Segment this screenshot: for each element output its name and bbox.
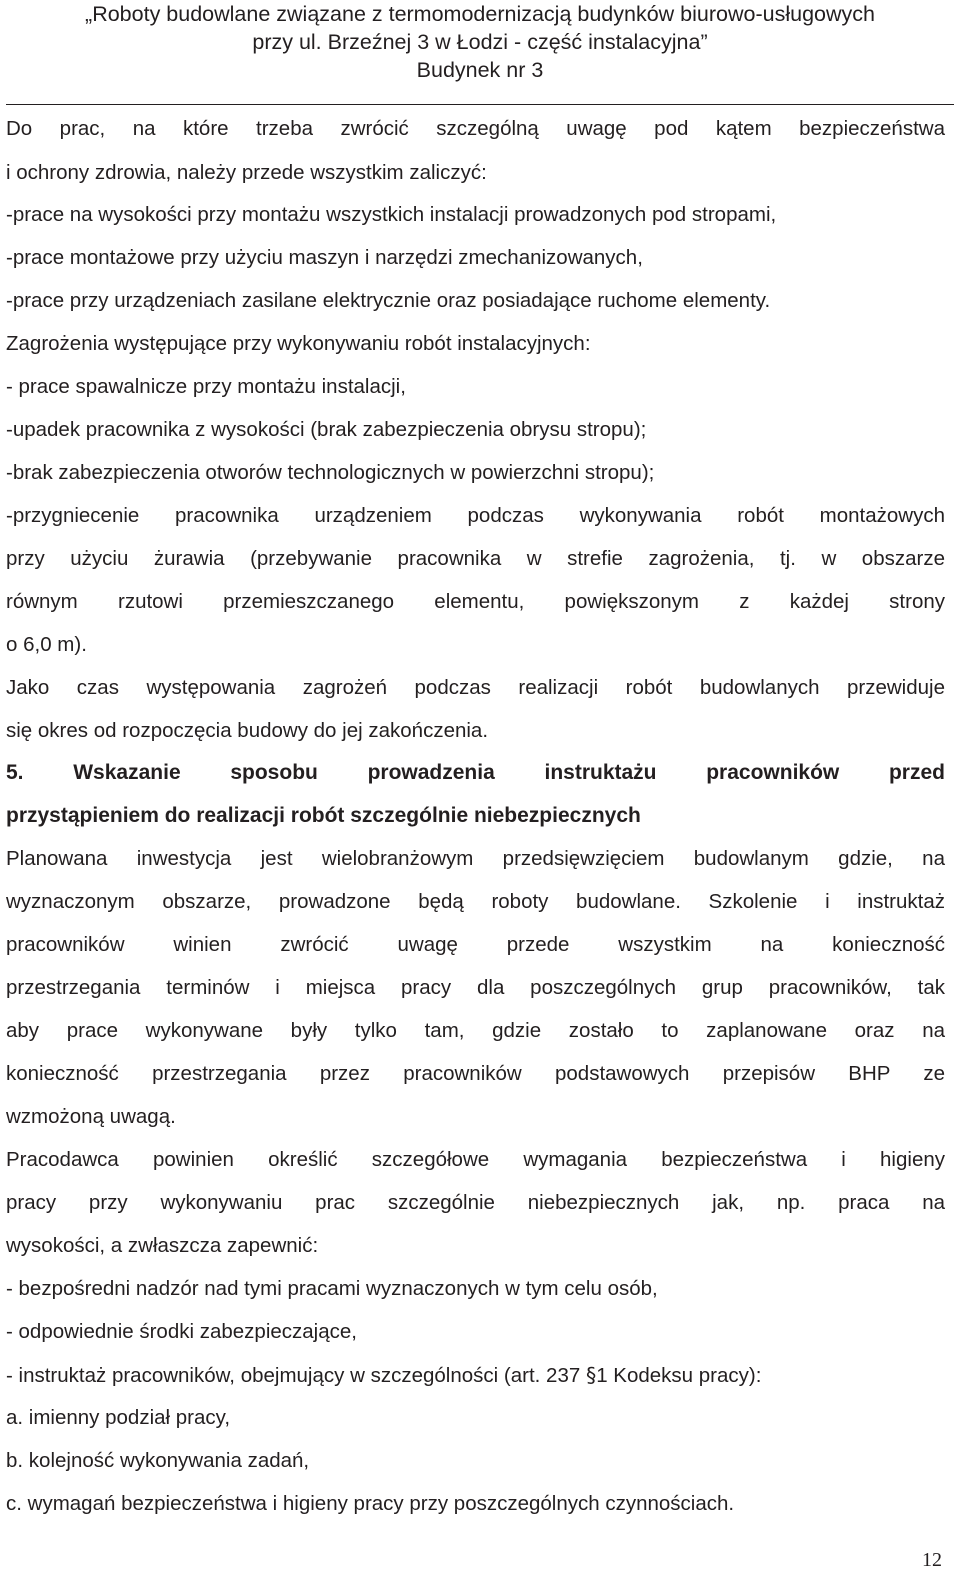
paragraph-line: Do prac, na które trzeba zwrócić szczególną uwagę pod kątem bezpieczeństwa — [6, 117, 945, 140]
header-title-line-2: przy ul. Brzeźnej 3 w Łodzi - część instalacyjna” — [252, 30, 708, 54]
paragraph-line: się okres od rozpoczęcia budowy do jej zakończenia. — [6, 719, 489, 742]
list-item-text: 1 Kodeksu pracy): — [596, 1364, 762, 1387]
section-sign: § — [585, 1363, 597, 1387]
paragraph-line: wzmożoną uwagą. — [6, 1105, 176, 1128]
list-item: - odpowiednie środki zabezpieczające, — [6, 1320, 357, 1343]
paragraph-line: Pracodawca powinien określić szczegółowe wymagania bezpieczeństwa i higieny — [6, 1148, 945, 1171]
paragraph-line: równym rzutowi przemieszczanego elementu, powiększonym z każdej strony — [6, 590, 945, 613]
paragraph-line: pracowników winien zwrócić uwagę przede wszystkim na konieczność — [6, 933, 945, 956]
list-item: c. wymagań bezpieczeństwa i higieny pracy przy poszczególnych czynnościach. — [6, 1492, 735, 1515]
section-heading: 5. Wskazanie sposobu prowadzenia instruktażu pracowników przed — [6, 761, 945, 784]
list-item: -upadek pracownika z wysokości (brak zabezpieczenia obrysu stropu); — [6, 418, 647, 441]
paragraph-line: Jako czas występowania zagrożeń podczas realizacji robót budowlanych przewiduje — [6, 676, 945, 699]
paragraph-line: o 6,0 m). — [6, 633, 87, 656]
list-item: -prace przy urządzeniach zasilane elektrycznie oraz posiadające ruchome elementy. — [6, 289, 771, 312]
paragraph-line: Zagrożenia występujące przy wykonywaniu robót instalacyjnych: — [6, 332, 591, 355]
paragraph-line: aby prace wykonywane były tylko tam, gdzie zostało to zaplanowane oraz na — [6, 1019, 945, 1042]
paragraph-line: pracy przy wykonywaniu prac szczególnie niebezpiecznych jak, np. praca na — [6, 1191, 945, 1214]
list-item: a. imienny podział pracy, — [6, 1406, 231, 1429]
header-title-line-1: „Roboty budowlane związane z termomodernizacją budynków biurowo-usługowych — [85, 2, 875, 26]
paragraph-line: konieczność przestrzegania przez pracowników podstawowych przepisów BHP ze — [6, 1062, 945, 1085]
list-item-text: - instruktaż pracowników, obejmujący w szczególności (art. 237 — [6, 1364, 586, 1387]
page-number: 12 — [922, 1549, 942, 1571]
list-item: -prace na wysokości przy montażu wszystkich instalacji prowadzonych pod stropami, — [6, 203, 777, 226]
list-item: b. kolejność wykonywania zadań, — [6, 1449, 310, 1472]
paragraph-line: przy użyciu żurawia (przebywanie pracownika w strefie zagrożenia, tj. w obszarze — [6, 547, 945, 570]
paragraph-line: wysokości, a zwłaszcza zapewnić: — [6, 1234, 319, 1257]
list-item: -prace montażowe przy użyciu maszyn i narzędzi zmechanizowanych, — [6, 246, 643, 269]
header-building-label: Budynek nr 3 — [416, 58, 544, 82]
list-item: -przygniecenie pracownika urządzeniem podczas wykonywania robót montażowych — [6, 504, 945, 527]
header-divider — [6, 104, 954, 105]
paragraph-line: przestrzegania terminów i miejsca pracy dla poszczególnych grup pracowników, tak — [6, 976, 945, 999]
list-item: -brak zabezpieczenia otworów technologicznych w powierzchni stropu); — [6, 461, 655, 484]
list-item: - prace spawalnicze przy montażu instalacji, — [6, 375, 406, 398]
paragraph-line: Planowana inwestycja jest wielobranżowym przedsięwzięciem budowlanym gdzie, na — [6, 847, 945, 870]
list-item — [6, 1362, 945, 1389]
list-item: - bezpośredni nadzór nad tymi pracami wyznaczonych w tym celu osób, — [6, 1277, 658, 1300]
page-header — [0, 0, 960, 84]
section-heading-continued: przystąpieniem do realizacji robót szczególnie niebezpiecznych — [6, 804, 641, 827]
paragraph-line: i ochrony zdrowia, należy przede wszystkim zaliczyć: — [6, 161, 487, 184]
paragraph-line: wyznaczonym obszarze, prowadzone będą roboty budowlane. Szkolenie i instruktaż — [6, 890, 945, 913]
